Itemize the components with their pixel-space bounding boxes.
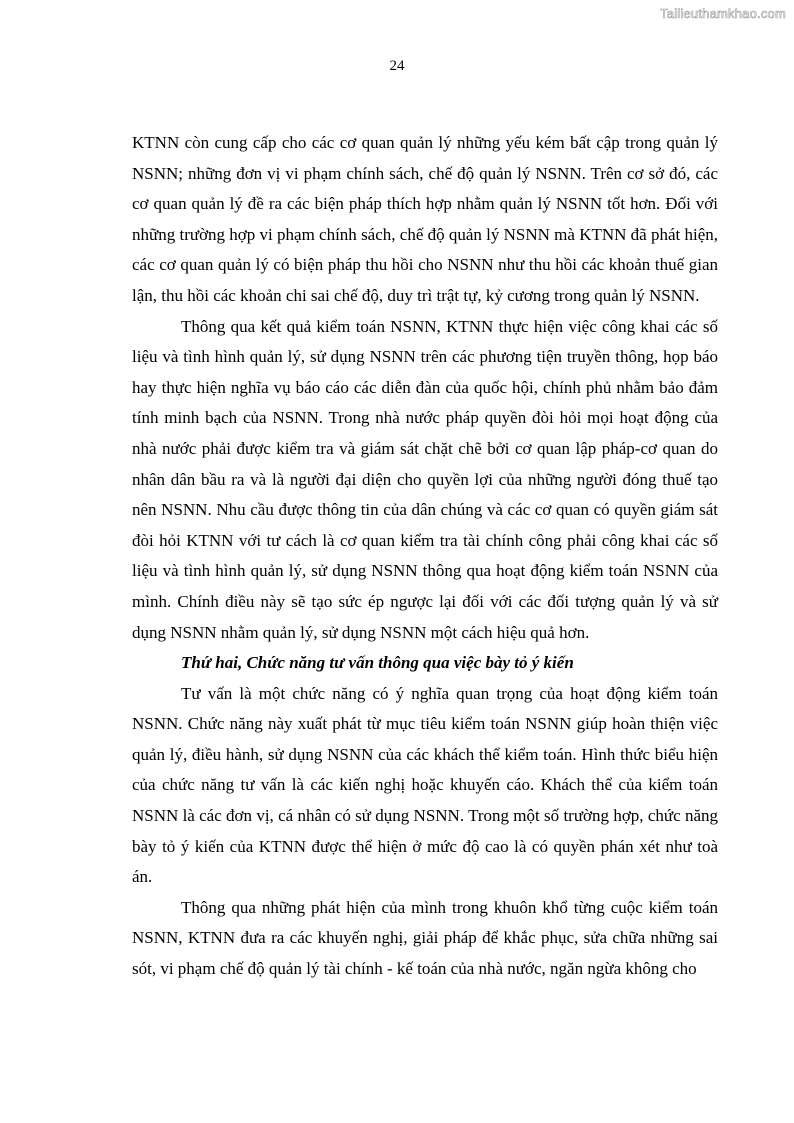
- document-body: [132, 128, 718, 985]
- watermark: Tailieuthamkhao.com: [660, 6, 786, 21]
- paragraph-continuation: KTNN còn cung cấp cho các cơ quan quản lý những yếu kém bất cập trong quản lý NSNN; những đơn vị vi phạm chính sách, chế độ quản lý NSNN. Trên cơ sở đó, các cơ quan quản lý đề ra các biện pháp thích hợp nhằm quản lý NSNN tốt hơn. Đối với những trường hợp vi phạm chính sách, chế độ quản lý NSNN mà KTNN đã phát hiện, các cơ quan quản lý có biện pháp thu hồi cho NSNN như thu hồi các khoản thuế gian lận, thu hồi các khoản chi sai chế độ, duy trì trật tự, kỷ cương trong quản lý NSNN.: [132, 133, 718, 305]
- page-number: 24: [389, 58, 405, 74]
- paragraph-recommendations: Thông qua những phát hiện của mình trong khuôn khổ từng cuộc kiểm toán NSNN, KTNN đưa ra các khuyến nghị, giải pháp để khắc phục, sửa chữa những sai sót, vi phạm chế độ quản lý tài chính - kế toán của nhà nước, ngăn ngừa không cho: [132, 897, 718, 979]
- paragraph-advisory-function: Tư vấn là một chức năng có ý nghĩa quan trọng của hoạt động kiểm toán NSNN. Chức năng này xuất phát từ mục tiêu kiểm toán NSNN giúp hoàn thiện việc quản lý, điều hành, sử dụng NSNN của các khách thể kiểm toán. Hình thức biểu hiện của chức năng tư vấn là các kiến nghị hoặc khuyến cáo. Khách thể của kiểm toán NSNN là các đơn vị, cá nhân có sử dụng NSNN. Trong một số trường hợp, chức năng bày tỏ ý kiến của KTNN được thể hiện ở mức độ cao là có quyền phán xét như toà án.: [132, 683, 718, 887]
- paragraph-public-disclosure: Thông qua kết quả kiểm toán NSNN, KTNN thực hiện việc công khai các số liệu và tình hình quản lý, sử dụng NSNN trên các phương tiện truyền thông, họp báo hay thực hiện nghĩa vụ báo cáo các diễn đàn của quốc hội, chính phủ nhằm bảo đảm tính minh bạch của NSNN. Trong nhà nước pháp quyền đòi hỏi mọi hoạt động của nhà nước phải được kiểm tra và giám sát chặt chẽ bởi cơ quan lập pháp-cơ quan do nhân dân bầu ra và là người đại diện cho quyền lợi của những người đóng thuế tạo nên NSNN. Nhu cầu được thông tin của dân chúng và các cơ quan có quyền giám sát đòi hỏi KTNN với tư cách là cơ quan kiểm tra tài chính công phải công khai các số liệu và tình hình quản lý, sử dụng NSNN thông qua hoạt động kiểm toán NSNN của mình. Chính điều này sẽ tạo sức ép ngược lại đối với các đối tượng quản lý và sử dụng NSNN nhằm quản lý, sử dụng NSNN một cách hiệu quả hơn.: [132, 316, 718, 642]
- section-heading-advisory-function: Thứ hai, Chức năng tư vấn thông qua việc bày tỏ ý kiến: [181, 653, 574, 673]
